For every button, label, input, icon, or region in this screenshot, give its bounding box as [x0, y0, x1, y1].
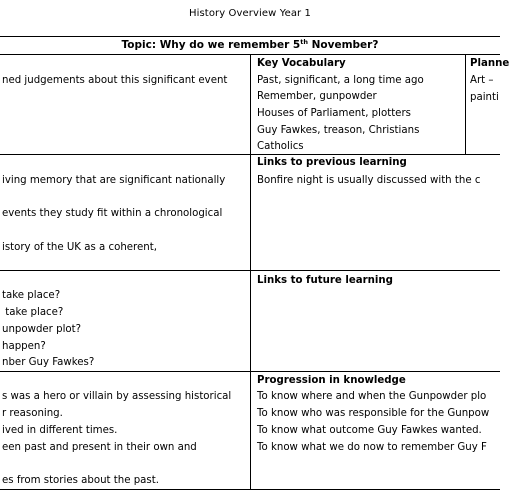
progression-item: To know what we do now to remember Guy F: [257, 442, 487, 453]
row4-left-line: een past and present in their own and: [2, 442, 197, 453]
document-title: History Overview Year 1: [188, 8, 312, 19]
table-rule-col2: [465, 54, 466, 155]
previous-learning-heading: Links to previous learning: [257, 157, 407, 168]
row3-left-line: nber Guy Fawkes?: [2, 357, 95, 368]
table-rule-top: [0, 36, 500, 37]
progression-item: To know who was responsible for the Gunpow: [257, 408, 490, 419]
row2-left-line: istory of the UK as a coherent,: [2, 242, 157, 253]
row4-left-line: s was a hero or villain by assessing historical: [2, 391, 232, 402]
row3-left-line: happen?: [2, 341, 46, 352]
progression-heading: Progression in knowledge: [257, 375, 406, 386]
topic-superscript: th: [300, 38, 308, 46]
row3-left-line: take place?: [2, 307, 64, 318]
planned-heading: Planne: [470, 58, 509, 69]
row4-left-line: r reasoning.: [2, 408, 63, 419]
progression-item: To know what outcome Guy Fawkes wanted.: [257, 425, 482, 436]
row3-left-line: take place?: [2, 290, 61, 301]
table-rule-col1: [250, 54, 251, 490]
key-vocabulary-heading: Key Vocabulary: [257, 58, 346, 69]
key-vocabulary-item: Guy Fawkes, treason, Christians: [257, 125, 420, 136]
topic-prefix: Topic: Why do we remember 5: [121, 39, 301, 51]
row4-left-line: ived in different times.: [2, 425, 118, 436]
key-vocabulary-item: Houses of Parliament, plotters: [257, 108, 411, 119]
topic-suffix: November?: [307, 39, 379, 51]
planned-line: painti: [470, 92, 499, 103]
row4-left-line: es from stories about the past.: [2, 475, 159, 486]
planned-line: Art –: [470, 75, 494, 86]
topic-heading: [0, 38, 500, 52]
row1-left-text: ned judgements about this significant event: [2, 75, 228, 86]
row2-left-line: iving memory that are significant nationally: [2, 175, 226, 186]
row3-left-line: unpowder plot?: [2, 324, 82, 335]
future-learning-heading: Links to future learning: [257, 275, 393, 286]
key-vocabulary-item: Catholics: [257, 141, 304, 152]
key-vocabulary-item: Past, significant, a long time ago: [257, 75, 424, 86]
row2-left-line: events they study fit within a chronological: [2, 208, 223, 219]
progression-item: To know where and when the Gunpowder plo: [257, 391, 487, 402]
key-vocabulary-item: Remember, gunpowder: [257, 91, 377, 102]
previous-learning-text: Bonfire night is usually discussed with the c: [257, 175, 481, 186]
